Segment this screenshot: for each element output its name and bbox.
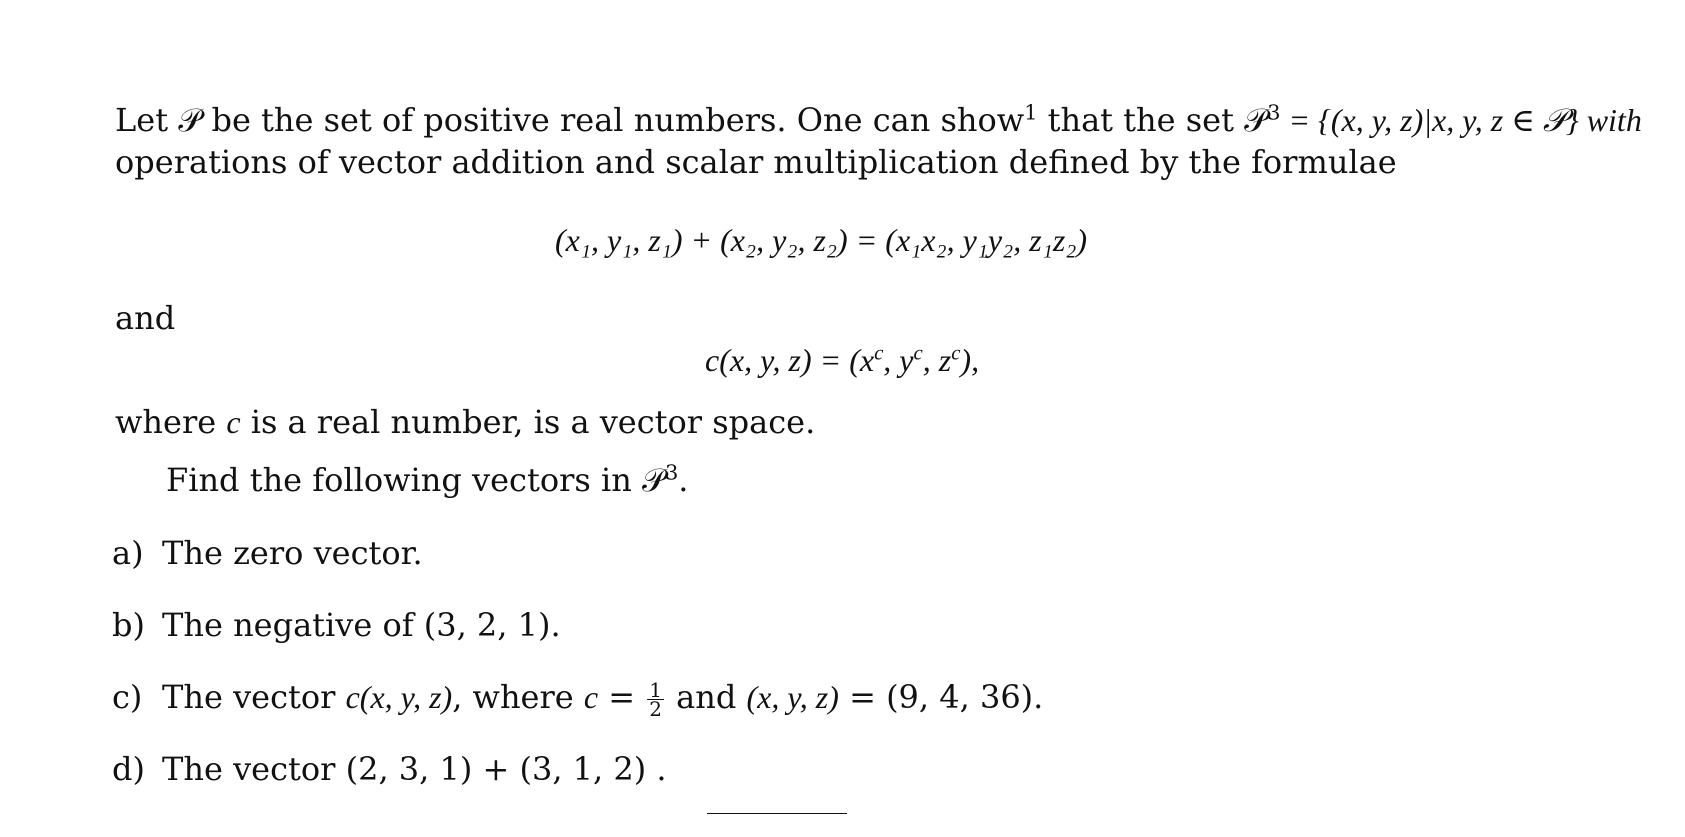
item-label-b: b)	[112, 606, 145, 644]
scalar-end: ),	[960, 342, 980, 378]
where-after: is a real number, is a vector space.	[240, 403, 816, 441]
intro-text: Let 𝒫 be the set of positive real numbers. One can show	[115, 101, 1025, 139]
item-text-c-eq: =	[598, 678, 646, 716]
item-text-c-mid: , where	[452, 678, 584, 716]
footnote-rule	[707, 813, 847, 814]
set-definition: = {(x, y, z)|x, y, z ∈ 𝒫} with	[1280, 102, 1642, 138]
where-before: where	[115, 403, 227, 441]
where-var: c	[226, 404, 241, 440]
and-line	[115, 298, 175, 338]
item-text-c-math2: (x, y, z)	[746, 679, 839, 715]
item-text-c-math: c(x, y, z)	[345, 679, 453, 715]
scalar-exp-z: c	[951, 341, 961, 365]
find-text: Find the following vectors in 𝒫	[166, 461, 666, 499]
item-text-c-before: The vector	[162, 678, 346, 716]
intro-text-2: operations of vector addition and scalar multiplication defined by the formulae	[115, 143, 1397, 181]
find-line	[166, 460, 688, 500]
formula-addition-text: (x₁, y₁, z₁) + (x₂, y₂, z₂) = (x₁x₂, y₁y₂, z₁z₂)	[555, 222, 1088, 258]
item-label-a: a)	[112, 534, 144, 572]
set-exponent: 3	[1267, 100, 1281, 125]
item-text-d: The vector (2, 3, 1) + (3, 1, 2) .	[162, 750, 667, 788]
item-label-d: d)	[112, 750, 145, 788]
and-word: and	[115, 299, 176, 337]
where-line	[115, 402, 815, 442]
find-end: .	[678, 461, 689, 499]
find-exp: 3	[665, 460, 679, 485]
fraction-one-half	[647, 678, 664, 721]
scalar-lhs: c(x, y, z) = (x	[705, 342, 875, 378]
list-item	[112, 749, 667, 789]
fraction-denominator: 2	[649, 697, 662, 721]
item-text-c-after2: = (9, 4, 36).	[838, 678, 1044, 716]
intro-line-1	[115, 100, 1642, 140]
footnote-mark: 1	[1024, 100, 1038, 125]
scalar-mid-y: , y	[883, 342, 914, 378]
formula-scalar	[705, 340, 979, 380]
scalar-exp-x: c	[874, 341, 884, 365]
formula-addition	[555, 220, 1087, 260]
intro-text-rest: that the set 𝒫	[1037, 101, 1268, 139]
item-text-a: The zero vector.	[162, 534, 423, 572]
item-text-b: The negative of (3, 2, 1).	[162, 606, 561, 644]
list-item	[112, 677, 1044, 721]
item-label-c: c)	[112, 678, 143, 716]
item-text-c-var: c	[583, 679, 599, 715]
list-item	[112, 533, 423, 573]
list-item	[112, 605, 561, 645]
item-text-c-after: and	[665, 678, 747, 716]
fraction-numerator: 1	[649, 678, 662, 702]
scalar-mid-z: , z	[922, 342, 952, 378]
scalar-exp-y: c	[913, 341, 923, 365]
intro-line-2	[115, 142, 1397, 182]
